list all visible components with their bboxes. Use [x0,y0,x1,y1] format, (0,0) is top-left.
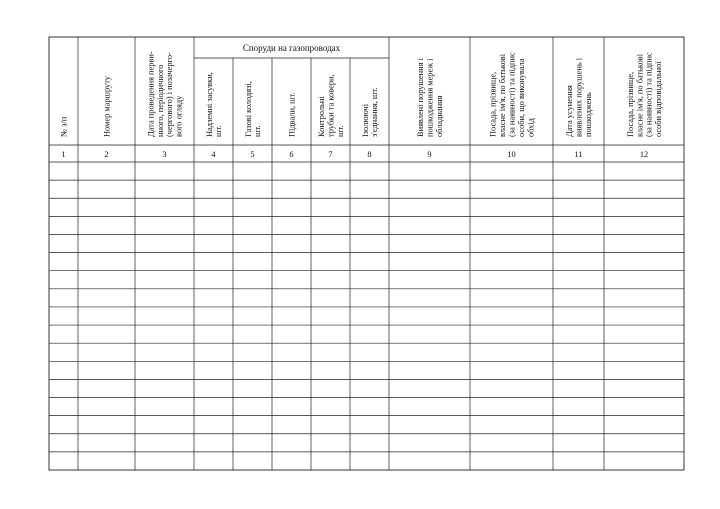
column-header-line: Дата проведення перви- [146,51,156,137]
table-row [49,289,684,307]
column-number-4: 4 [211,150,216,159]
column-number-8: 8 [367,150,372,159]
table-row [49,361,684,379]
table-row [49,434,684,452]
column-header-11 [565,57,593,137]
column-header-line: шт. [335,125,345,137]
table-row [49,307,684,325]
table-row [49,452,684,470]
table-row [49,198,684,216]
table-row [49,216,684,234]
table-row [49,325,684,343]
table-row [49,398,684,416]
table-row [49,180,684,198]
column-number-3: 3 [162,150,167,159]
column-header-line: (за наявності) та підпис [644,52,654,137]
table-row [49,271,684,289]
column-header-5 [244,81,262,137]
column-header-4 [205,72,223,137]
table-row [49,416,684,434]
column-header-line: Посада, прізвище, [488,71,498,137]
column-number-6: 6 [289,150,294,159]
group-header-gas-structures: Споруди на газопроводах [242,43,341,53]
column-header-line: Підвали, шт. [287,92,297,137]
column-header-7 [317,74,345,137]
column-header-line: власне ім'я, по батькові [498,53,508,137]
column-header-line: обхід [526,118,536,137]
column-header-line: (за наявності) та підпис [507,52,517,137]
column-header-line: пошкодження мереж і [425,58,435,137]
column-header-line: Номер маршруту [102,76,112,137]
column-number-2: 2 [104,150,109,159]
table-row [49,234,684,252]
column-number-12: 12 [639,150,649,159]
column-header-line: з'єднання, шт. [370,87,380,137]
column-header-line: особи, що виконувала [516,58,526,137]
column-header-line: № з/п [59,116,69,137]
column-header-8 [361,88,379,137]
column-header-line: виявлених порушень і [574,57,584,137]
column-header-line: обладнання [434,95,444,137]
column-header-line: особи відповідальної [654,61,664,137]
column-header-line: Посада, прізвище, [625,71,635,137]
column-header-12 [626,52,663,137]
column-header-line: Контрольні [317,96,327,137]
column-header-line: шт. [214,125,224,137]
table-row [49,343,684,361]
column-header-line: шт. [253,125,263,137]
column-header-line: Ізолюючі [360,103,370,137]
column-header-1 [60,116,69,137]
column-number-5: 5 [250,150,255,159]
column-number-9: 9 [427,150,432,159]
column-number-1: 1 [61,150,66,159]
column-number-row [61,150,648,159]
table-row [49,379,684,397]
column-header-3 [146,51,183,137]
column-header-line: (чергового) і позачерго- [165,52,175,137]
column-header-line: Надземні засувки, [204,72,214,137]
table-body [49,162,684,470]
column-header-9 [416,57,444,137]
column-header-10 [489,52,536,137]
column-header-line: Газові колодязі, [243,81,253,137]
table-header [60,43,664,137]
column-header-line: пошкоджень [583,92,593,137]
column-header-6 [288,92,297,137]
column-header-line: власне ім'я, по батькові [635,53,645,137]
column-header-line: Дата усунення [565,85,575,137]
table-row [49,162,684,180]
column-header-line: вого огляду [174,95,184,137]
column-header-line: Виявлені порушення і [416,58,426,137]
column-number-7: 7 [328,150,333,159]
column-header-2 [103,75,112,137]
column-number-11: 11 [574,150,583,159]
column-header-line: трубки та ковери, [326,74,336,137]
column-number-10: 10 [507,150,516,159]
column-header-line: нного, періодичного [155,64,165,137]
table-row [49,253,684,271]
